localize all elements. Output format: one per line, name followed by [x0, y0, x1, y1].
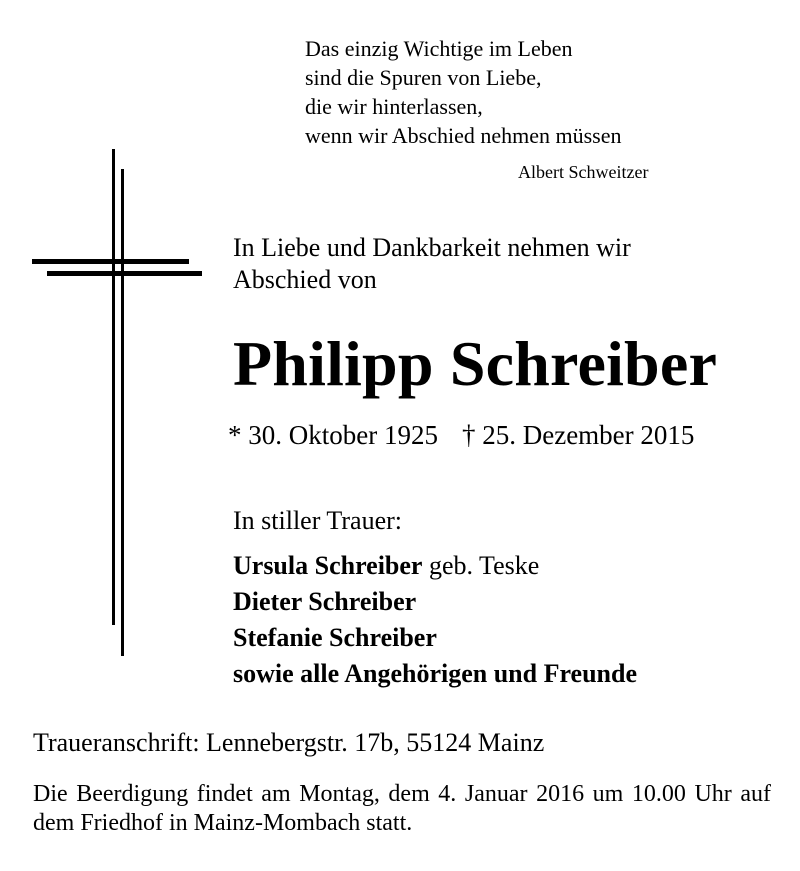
poem-line: sind die Spuren von Liebe,	[305, 65, 542, 90]
mourner	[233, 656, 637, 692]
cross-horizontal-bar-lower	[47, 271, 202, 276]
cross-vertical-line-right	[121, 169, 124, 656]
life-dates	[228, 418, 694, 452]
poem-line: die wir hinterlassen,	[305, 94, 483, 119]
mourner-name: Dieter Schreiber	[233, 587, 417, 616]
poem-quote	[305, 34, 622, 150]
intro-line: In Liebe und Dankbarkeit nehmen wir	[233, 233, 631, 262]
cross-vertical-line-left	[112, 149, 115, 625]
deceased-name: Philipp Schreiber	[233, 328, 718, 399]
poem-line: wenn wir Abschied nehmen müssen	[305, 123, 622, 148]
death-date: † 25. Dezember 2015	[461, 420, 695, 450]
mourners-list	[233, 548, 637, 692]
mourner-suffix: geb. Teske	[422, 551, 540, 580]
intro-line: Abschied von	[233, 265, 377, 294]
mourner-name: Ursula Schreiber	[233, 551, 423, 580]
mourner-name: Stefanie Schreiber	[233, 623, 437, 652]
mourning-label: In stiller Trauer:	[233, 506, 402, 535]
mourner	[233, 584, 637, 620]
funeral-info: Die Beerdigung findet am Montag, dem 4. Januar 2016 um 10.00 Uhr auf dem Friedhof in Mainz-Mombach statt.	[33, 781, 771, 836]
poem-author: Albert Schweitzer	[518, 162, 649, 182]
poem-line: Das einzig Wichtige im Leben	[305, 36, 573, 61]
mourning-address: Traueranschrift: Lennebergstr. 17b, 55124 Mainz	[33, 728, 545, 757]
cross-horizontal-bar-upper	[32, 259, 189, 264]
mourner	[233, 620, 637, 656]
intro-text	[233, 232, 631, 296]
mourner-name: sowie alle Angehörigen und Freunde	[233, 659, 638, 688]
mourner	[233, 548, 637, 584]
birth-date: * 30. Oktober 1925	[228, 420, 438, 450]
